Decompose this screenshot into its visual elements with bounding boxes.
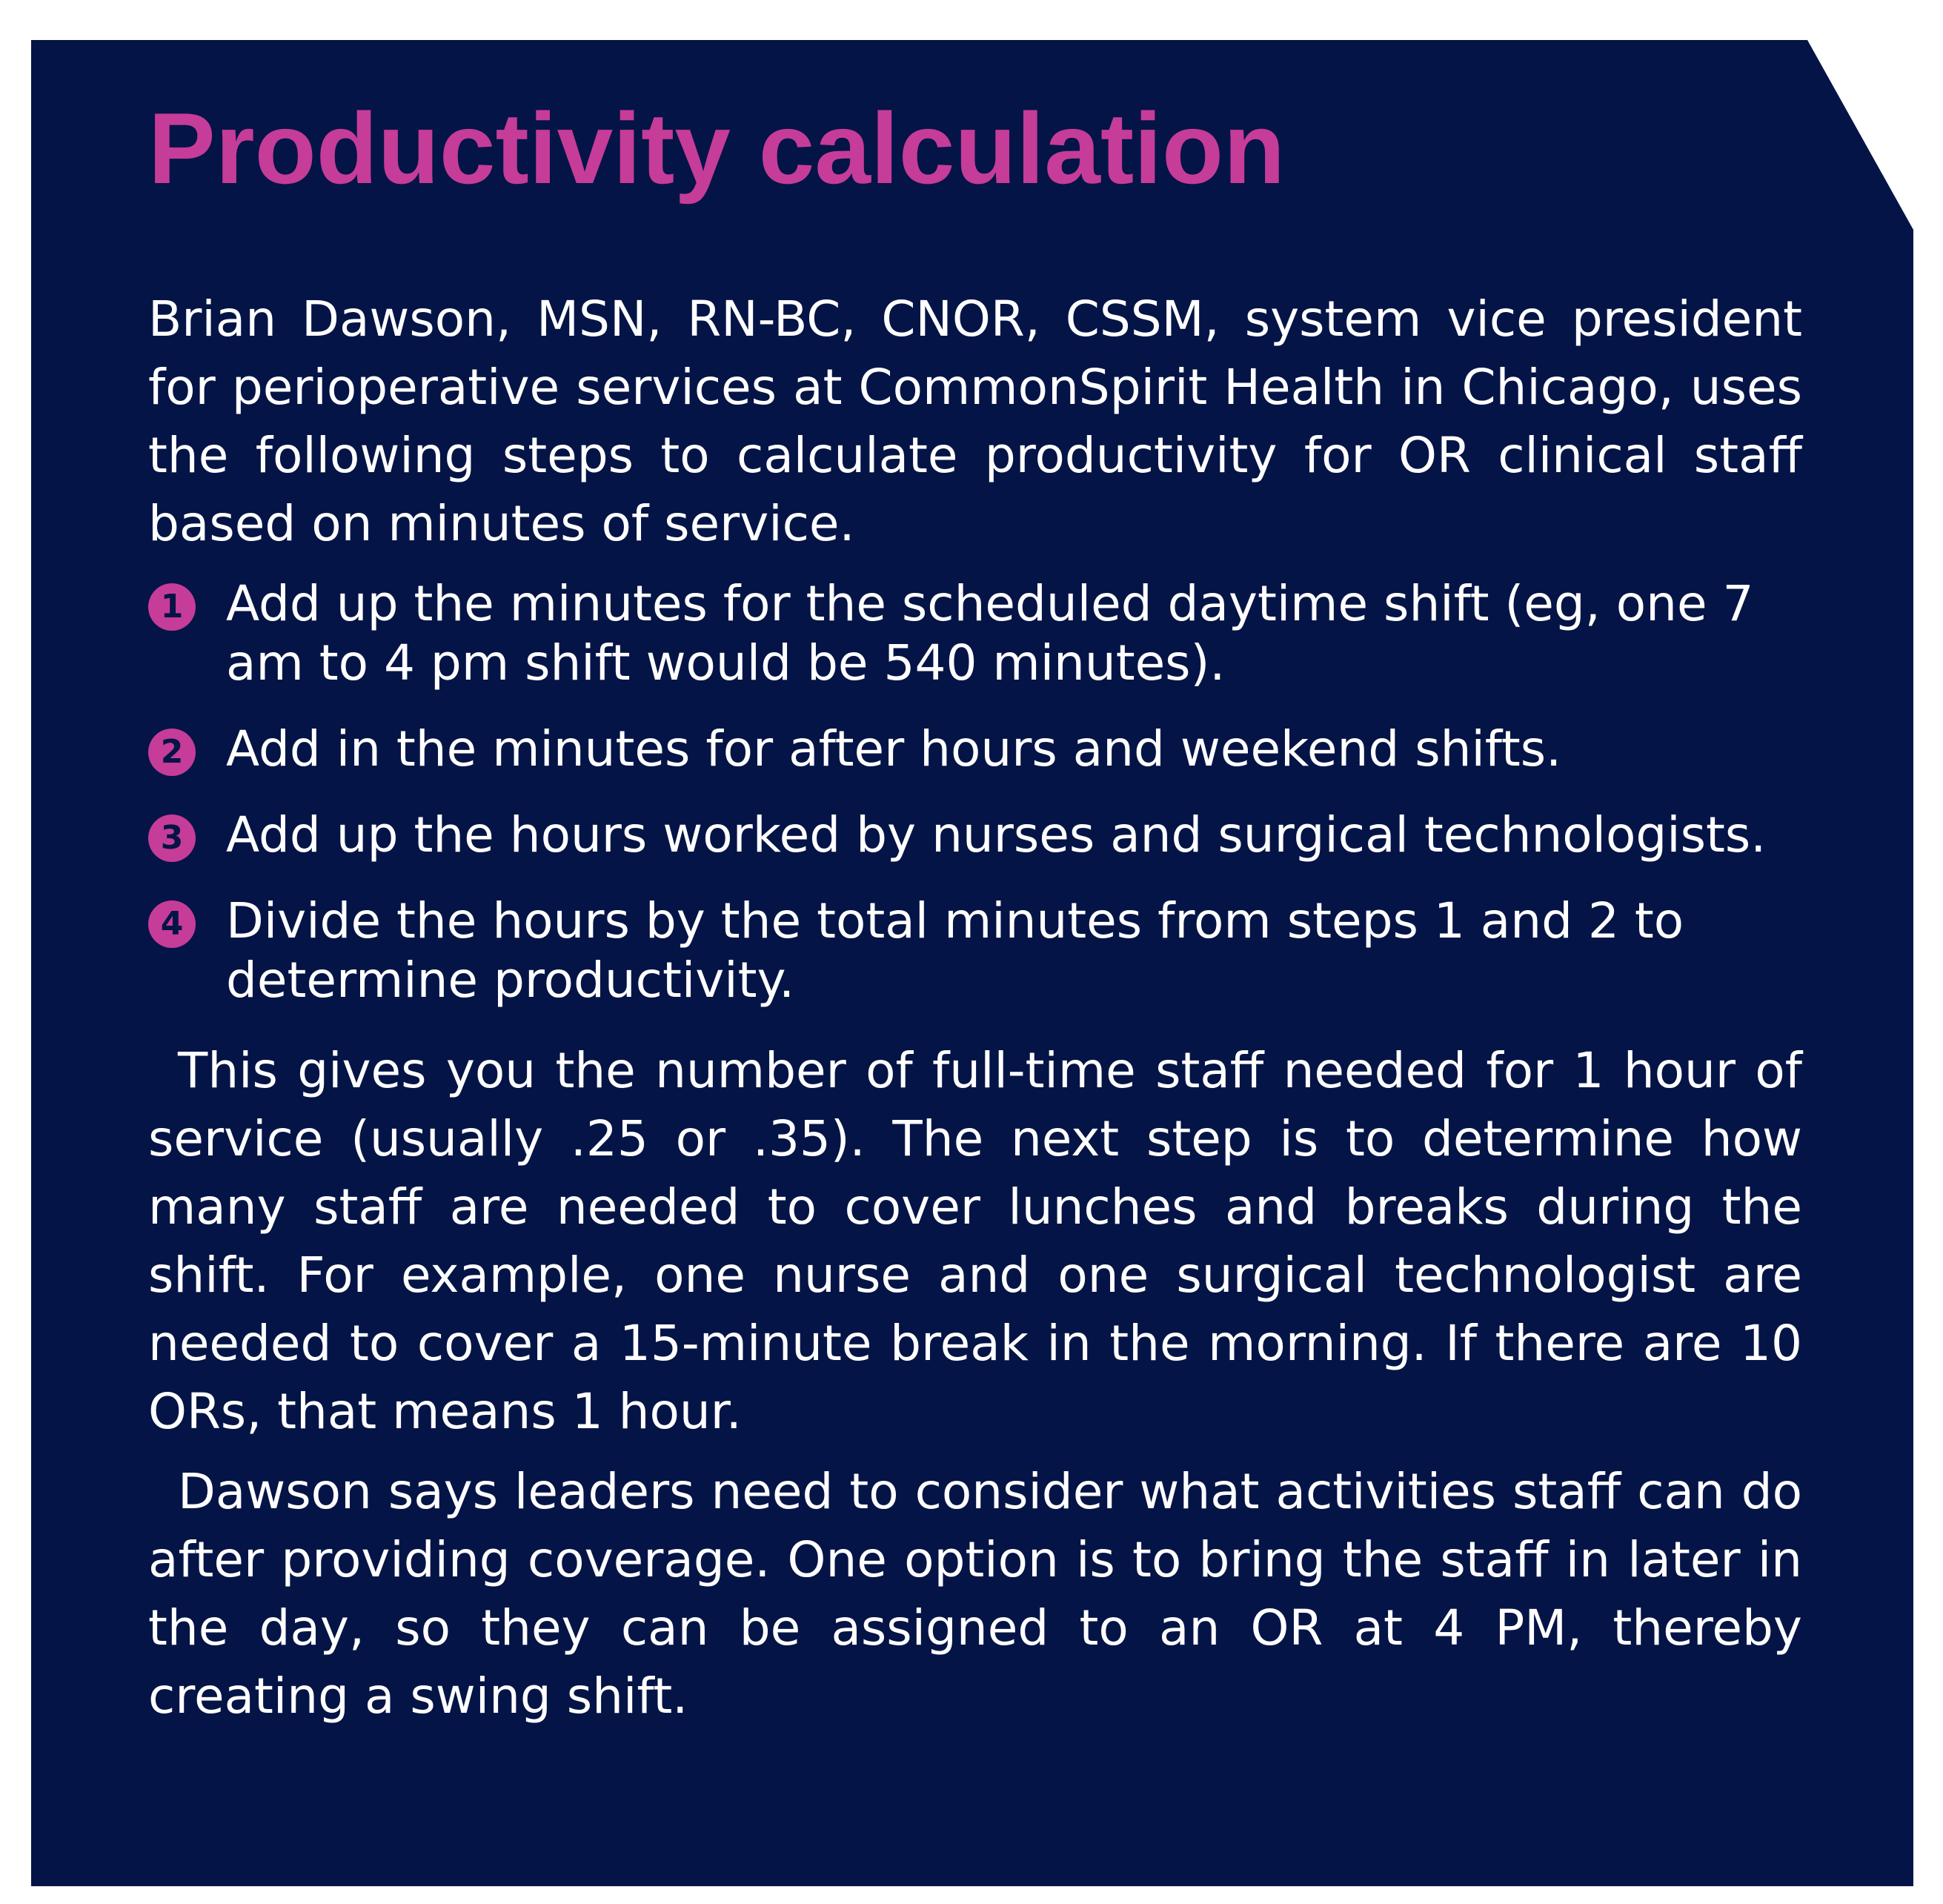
step-text: Add up the minutes for the scheduled daytime shift (eg, one 7 am to 4 pm shift would be 540 minutes).: [226, 575, 1754, 691]
step-item-1: [148, 574, 1802, 693]
steps-list: [148, 574, 1802, 1010]
step-item-2: [148, 720, 1802, 779]
step-text: Divide the hours by the total minutes from steps 1 and 2 to determine productivity.: [226, 892, 1684, 1009]
step-number-badge: 3: [148, 815, 196, 862]
step-text: Add in the minutes for after hours and weekend shifts.: [226, 720, 1562, 777]
step-number-badge: 2: [148, 729, 196, 776]
body-paragraph: Dawson says leaders need to consider what activities staff can do after providing coverage. One option is to bring the staff in later in the day, so they can be assigned to an OR at 4 PM, thereby creating a swing shift.: [148, 1463, 1802, 1725]
body-paragraph: This gives you the number of full-time staff needed for 1 hour of service (usually .25 or .35). The next step is to determine how many staff are needed to cover lunches and breaks during the shift. For example, one nurse and one surgical technologist are needed to cover a 15-minute break in the morning. If there are 10 ORs, that means 1 hour.: [148, 1042, 1802, 1440]
intro-paragraph: Brian Dawson, MSN, RN-BC, CNOR, CSSM, system vice president for perioperative services at CommonSpirit Health in Chicago, uses the following steps to calculate productivity for OR clinical staff based on minutes of service.: [148, 291, 1802, 552]
box-content: [148, 285, 1802, 1731]
step-number-badge: 1: [148, 583, 196, 631]
step-item-3: [148, 806, 1802, 865]
step-text: Add up the hours worked by nurses and surgical technologists.: [226, 806, 1767, 863]
step-item-4: [148, 892, 1802, 1010]
step-number-badge: 4: [148, 900, 196, 948]
box-title: Productivity calculation: [148, 92, 1286, 205]
